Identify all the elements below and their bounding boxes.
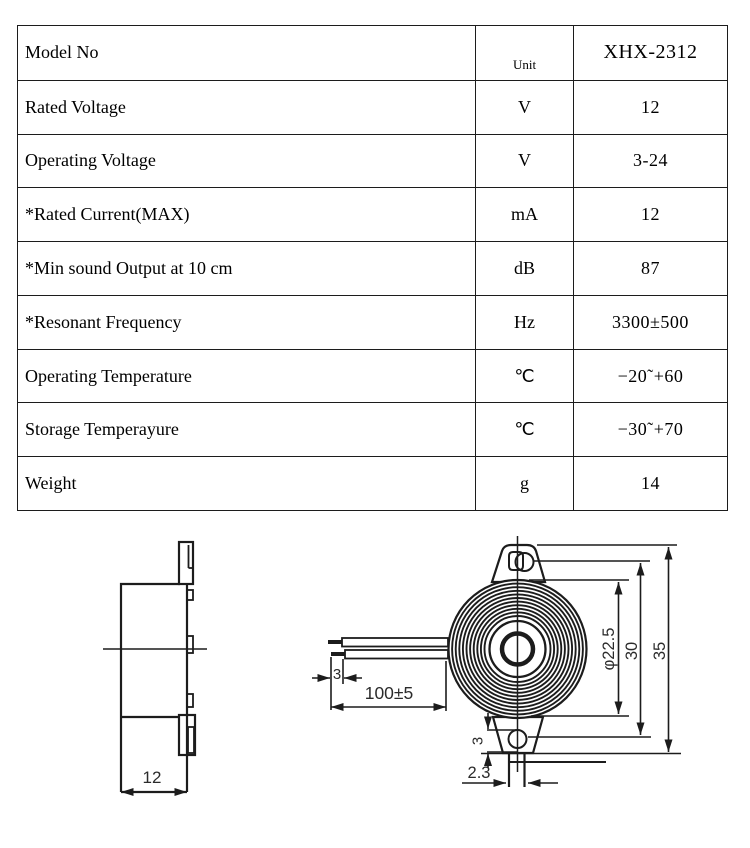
spec-unit-cell: V [476, 81, 574, 134]
spec-value-cell: 3300±500 [612, 311, 689, 332]
hole-span-dim-label: 30 [622, 641, 641, 661]
spec-label-cell: Rated Voltage [18, 81, 476, 134]
spec-label-cell: *Min sound Output at 10 cm [18, 242, 476, 295]
spec-row [18, 295, 727, 349]
spec-label-cell: Weight [18, 457, 476, 510]
spec-label-cell: Operating Temperature [18, 350, 476, 403]
spec-unit-cell: dB [476, 242, 574, 295]
model-no-label: Model No [18, 26, 476, 80]
spec-row [18, 349, 727, 403]
spec-row [18, 241, 727, 295]
spec-value-cell: −20˜+60 [617, 365, 684, 386]
lead-length-dim-label: 100±5 [364, 683, 414, 703]
slot-width-dim-label: 2.3 [467, 764, 491, 782]
lead-strip-dim-label: 3 [332, 666, 342, 683]
spec-value-cell: 14 [641, 473, 660, 494]
spec-unit-cell: mA [476, 188, 574, 241]
buzzer-drawing-svg [0, 518, 750, 848]
spec-value-cell: 3-24 [633, 150, 668, 171]
spec-value-cell: 12 [641, 204, 660, 225]
spec-unit-cell: Hz [476, 296, 574, 349]
spec-label-cell: Operating Voltage [18, 135, 476, 188]
unit-column-header: Unit [476, 26, 574, 80]
diameter-dim-label: φ22.5 [599, 627, 618, 671]
spec-unit-cell: V [476, 135, 574, 188]
ear-thickness-dim-label: 3 [469, 736, 487, 746]
spec-row [18, 80, 727, 134]
spec-unit-cell: ℃ [476, 403, 574, 456]
spec-label-cell: *Resonant Frequency [18, 296, 476, 349]
spec-row [18, 134, 727, 188]
spec-value-cell: 87 [641, 257, 660, 278]
spec-value-cell: 12 [641, 96, 660, 117]
side-view [103, 542, 207, 792]
spec-unit-cell: ℃ [476, 350, 574, 403]
overall-height-dim-label: 35 [650, 641, 669, 661]
spec-unit-cell: g [476, 457, 574, 510]
spec-row [18, 456, 727, 510]
spec-row [18, 187, 727, 241]
side-width-dim-label: 12 [142, 768, 162, 787]
spec-label-cell: *Rated Current(MAX) [18, 188, 476, 241]
spec-table [17, 25, 728, 511]
front-view [312, 536, 681, 787]
model-number-value: XHX-2312 [603, 41, 698, 64]
spec-row [18, 402, 727, 456]
spec-value-cell: −30˜+70 [617, 419, 684, 440]
spec-header-row [18, 26, 727, 80]
dimension-drawing [0, 518, 750, 848]
spec-label-cell: Storage Temperayure [18, 403, 476, 456]
